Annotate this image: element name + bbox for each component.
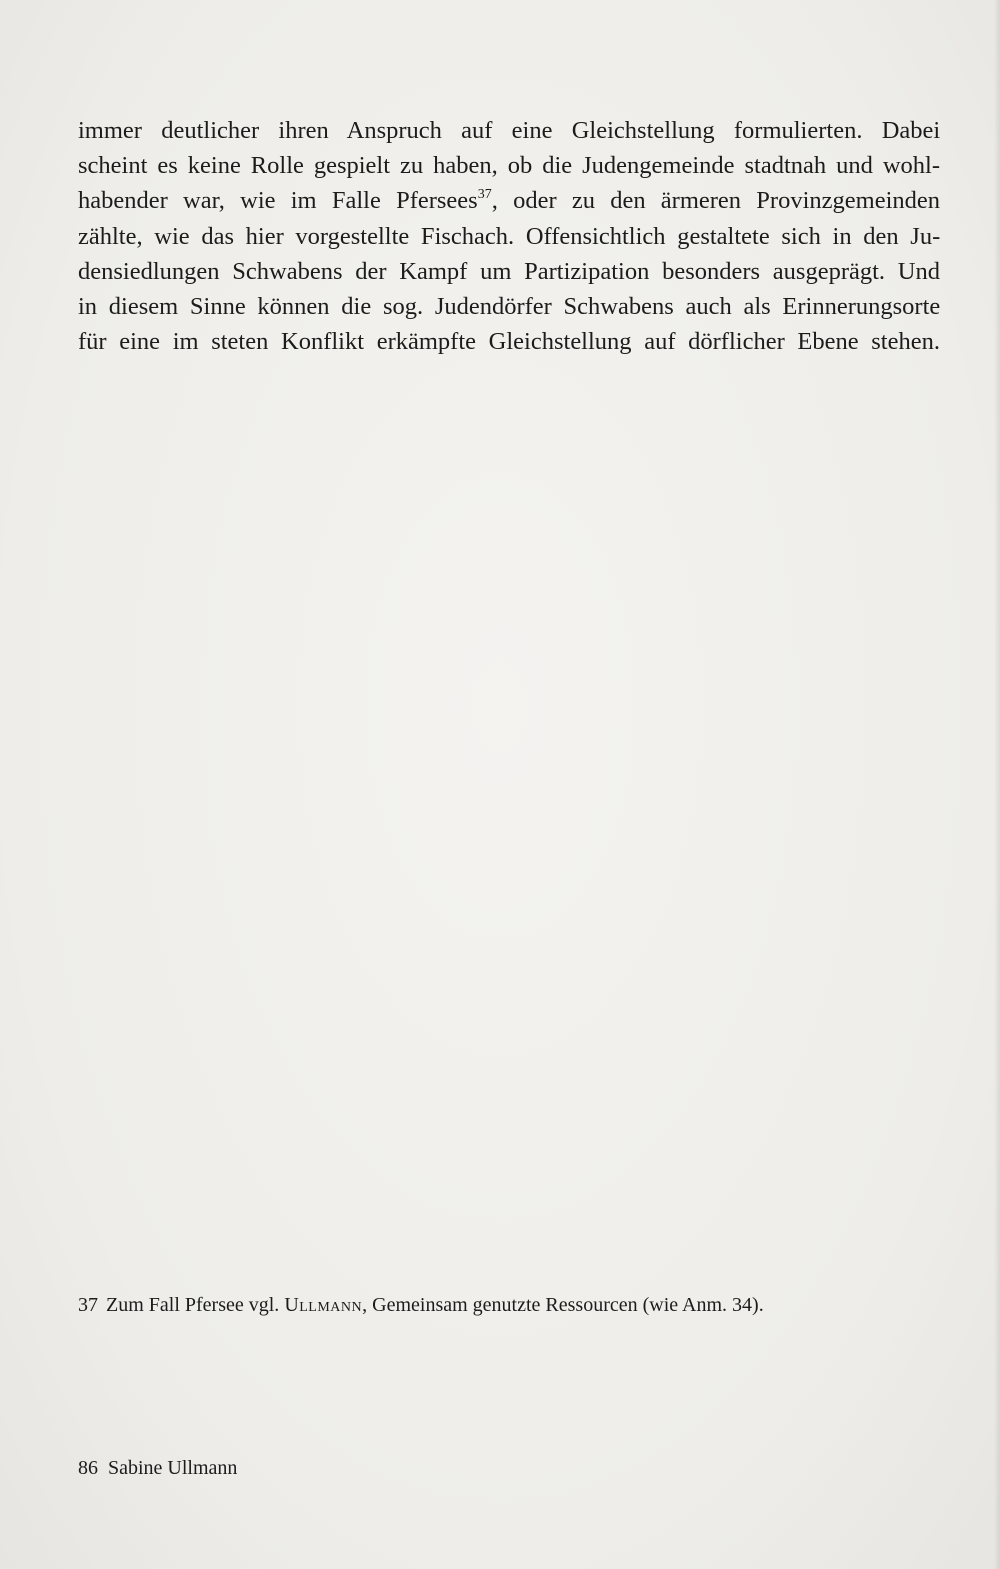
- page-footer: [78, 1455, 237, 1481]
- text-segment: , oder zu den ärmeren Provinzgemeinden: [491, 187, 940, 215]
- footnote: [78, 1292, 764, 1318]
- text-line: zählte, wie das hier vorgestellte Fischach. Offensichtlich gestaltete sich in den Ju-: [78, 222, 941, 250]
- footnote-text-tail: , Gemeinsam genutzte Ressourcen (wie Anm. 34).: [362, 1294, 764, 1316]
- text-line-with-footnote-ref: [78, 183, 940, 218]
- running-author: Sabine Ullmann: [108, 1457, 238, 1479]
- text-line: für eine im steten Konflikt erkämpfte Gleichstellung auf dörflicher Ebene stehen.: [78, 328, 940, 356]
- text-line: in diesem Sinne können die sog. Judendörfer Schwabens auch als Erinnerungsorte: [78, 293, 941, 321]
- footnote-reference[interactable]: 37: [477, 187, 492, 203]
- footnote-number: 37: [78, 1294, 98, 1316]
- text-line: densiedlungen Schwabens der Kampf um Partizipation besonders ausgeprägt. Und: [78, 257, 940, 285]
- body-paragraph: [78, 113, 940, 359]
- text-line: scheint es keine Rolle gespielt zu haben, ob die Judengemeinde stadtnah und wohl-: [78, 152, 940, 180]
- footnote-author: Ullmann: [284, 1294, 363, 1316]
- text-line: immer deutlicher ihren Anspruch auf eine Gleichstellung formulierten. Dabei: [78, 117, 941, 144]
- text-segment: habender war, wie im Falle Pfersees: [78, 187, 478, 215]
- footnote-text: Zum Fall Pfersee vgl.: [106, 1294, 280, 1316]
- page-number: 86: [78, 1457, 98, 1479]
